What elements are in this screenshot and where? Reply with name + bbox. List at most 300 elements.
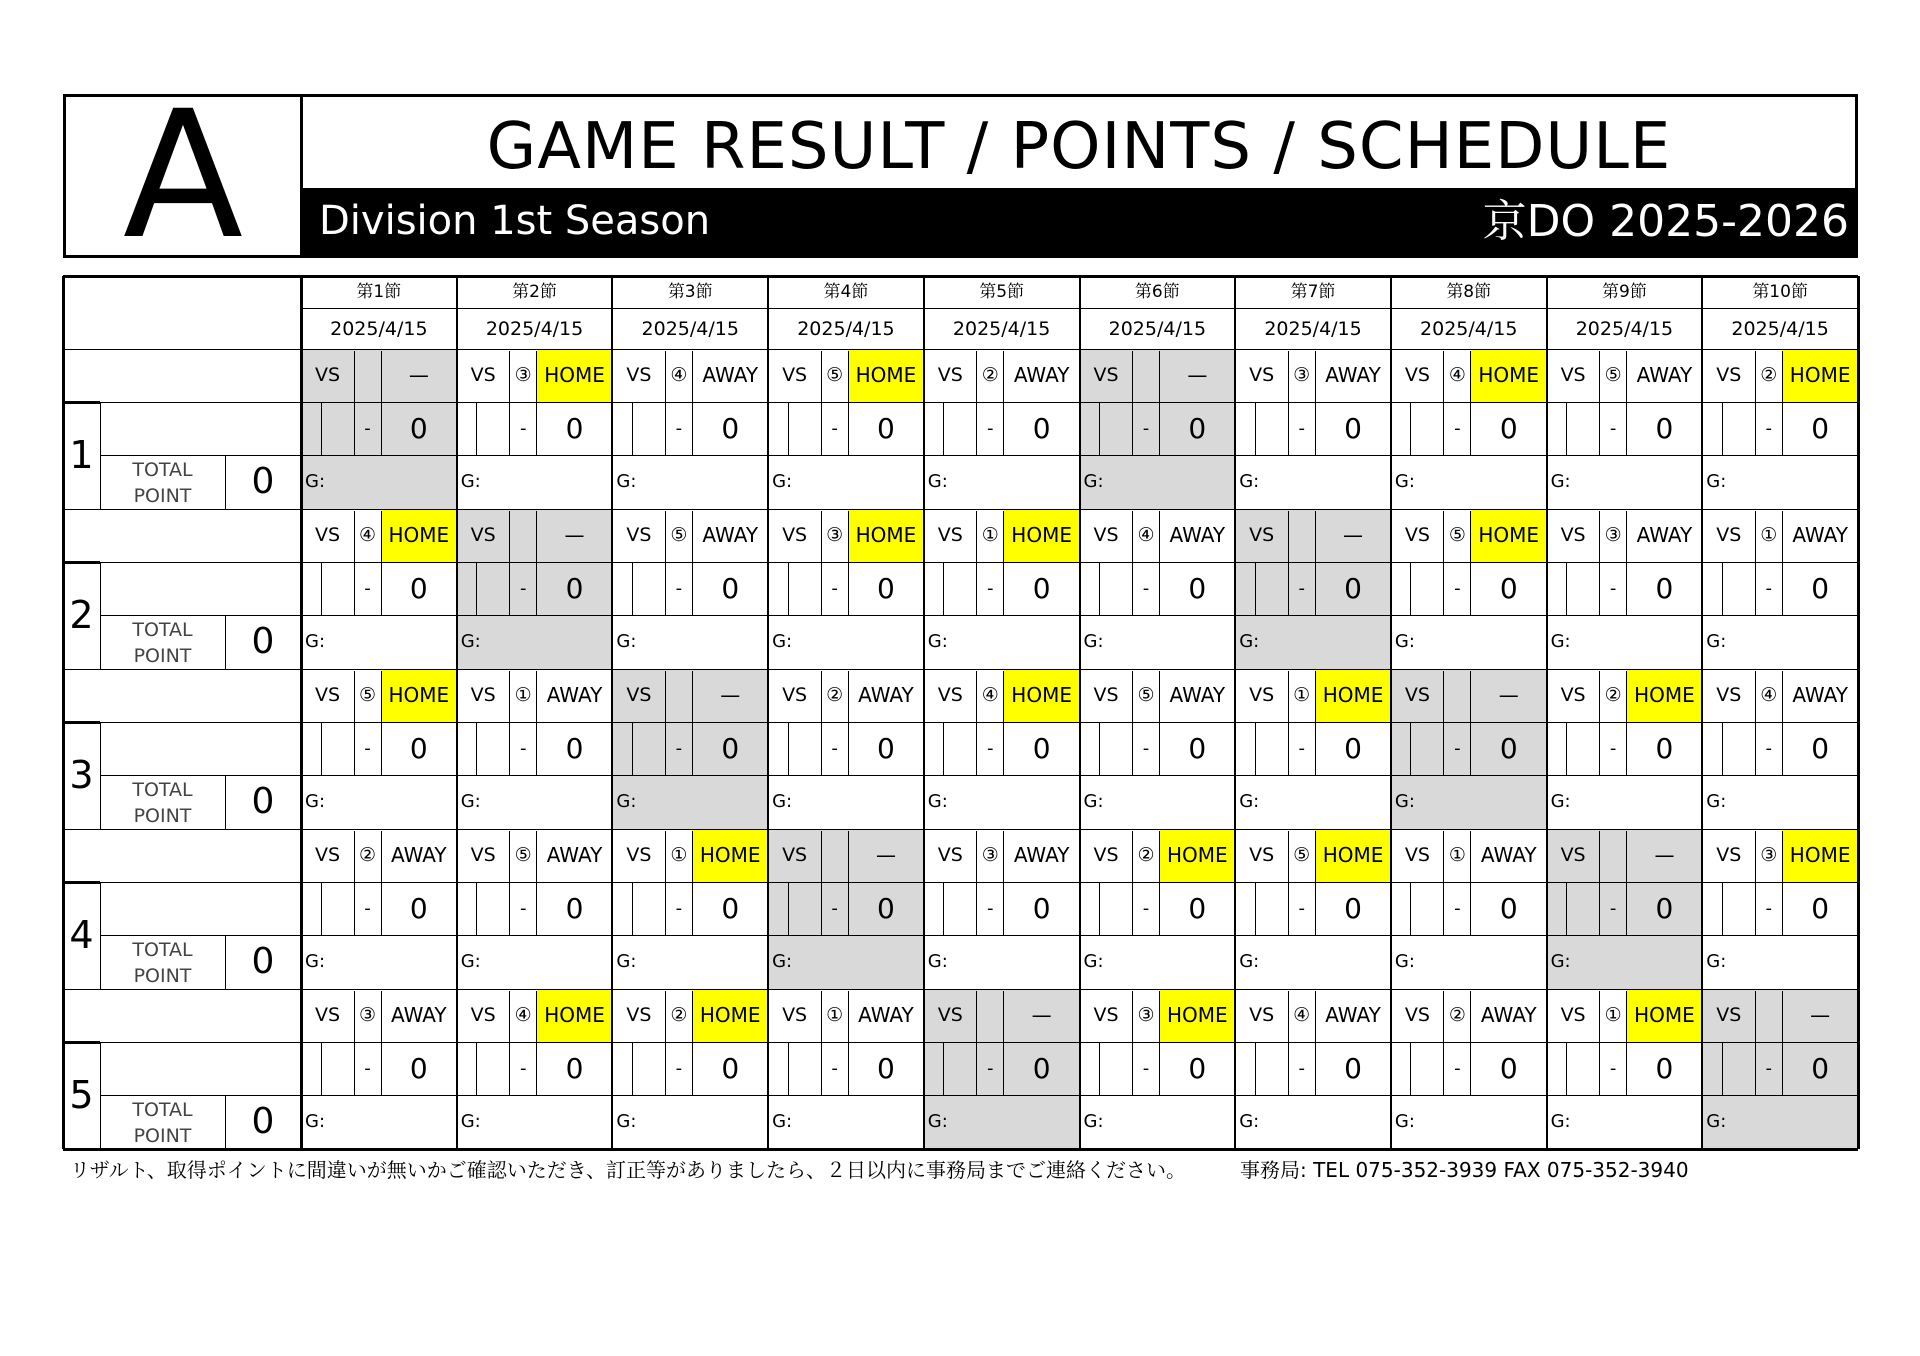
score-value: 0	[721, 412, 740, 445]
opponent-number: ③	[826, 524, 844, 546]
grid-line	[923, 276, 925, 1149]
total-label: TOTAL	[132, 1099, 193, 1121]
score-value: 0	[1655, 412, 1674, 445]
score-value: 0	[1344, 892, 1362, 925]
vs-label: VS	[1093, 1004, 1119, 1026]
grid-line	[100, 775, 301, 776]
grid-line	[100, 562, 1858, 563]
score-dash: -	[1765, 578, 1773, 599]
score-dash: -	[987, 1058, 994, 1079]
grid-line	[1288, 831, 1289, 935]
bye-dash: —	[1498, 683, 1519, 707]
bye-dash: —	[1810, 1003, 1831, 1027]
opponent-number: ④	[1293, 1004, 1311, 1026]
grid-line	[1410, 402, 1411, 455]
grid-line	[100, 402, 1858, 403]
away-label: AWAY	[391, 1003, 447, 1027]
goal-label: G:	[1550, 951, 1571, 972]
score-value: 0	[409, 892, 428, 925]
score-value: 0	[565, 892, 584, 925]
grid-line	[1599, 991, 1600, 1095]
away-label: AWAY	[702, 363, 759, 387]
grid-line	[1132, 991, 1133, 1095]
grid-line	[1470, 991, 1471, 1095]
vs-label: VS	[1404, 1004, 1430, 1026]
grid-line	[665, 991, 666, 1095]
goal-label: G:	[305, 631, 326, 652]
grid-line	[100, 562, 101, 669]
grid-line	[1566, 562, 1567, 615]
vs-label: VS	[1093, 524, 1119, 546]
grid-line	[1288, 351, 1289, 455]
grid-line	[1470, 671, 1471, 775]
grid-line	[1626, 351, 1627, 455]
round-label: 第6節	[1134, 282, 1180, 302]
score-value: 0	[1032, 412, 1051, 445]
vs-label: VS	[470, 364, 496, 386]
grid-line	[788, 1042, 789, 1095]
vs-label: VS	[470, 684, 496, 706]
grid-line	[1722, 562, 1723, 615]
score-dash: -	[1609, 418, 1617, 439]
opponent-number: ②	[1448, 1004, 1466, 1026]
round-label: 第3節	[667, 282, 713, 302]
grid-line	[1470, 351, 1471, 455]
opponent-number: ②	[670, 1004, 688, 1026]
home-badge: HOME	[537, 989, 613, 1042]
grid-line	[1255, 1042, 1256, 1095]
grid-line	[976, 351, 977, 455]
score-value: 0	[1655, 892, 1674, 925]
score-dash: -	[831, 1058, 838, 1079]
grid-line	[1782, 671, 1783, 775]
score-value: 0	[1811, 1052, 1830, 1085]
vs-label: VS	[1560, 684, 1586, 706]
grid-line	[1443, 671, 1444, 775]
goal-label: G:	[1239, 951, 1260, 972]
total-points: 0	[251, 1101, 275, 1142]
goal-label: G:	[1239, 791, 1260, 812]
score-dash: -	[987, 898, 994, 919]
away-label: AWAY	[1325, 1003, 1381, 1027]
vs-label: VS	[1404, 364, 1430, 386]
vs-label: VS	[1404, 844, 1430, 866]
opponent-number: ③	[1760, 844, 1778, 866]
goal-label: G:	[1083, 631, 1104, 652]
grid-line	[63, 275, 1858, 278]
score-value: 0	[409, 572, 428, 605]
grid-line	[692, 351, 693, 455]
score-value: 0	[1499, 1052, 1518, 1085]
opponent-number: ⑤	[1604, 364, 1622, 386]
score-value: 0	[1032, 572, 1051, 605]
grid-line	[1443, 991, 1444, 1095]
goal-label: G:	[1706, 951, 1727, 972]
grid-line	[225, 615, 226, 669]
away-label: AWAY	[1325, 363, 1381, 387]
score-value: 0	[1811, 412, 1830, 445]
grid-line	[100, 455, 301, 456]
opponent-number: ①	[981, 524, 999, 546]
away-label: AWAY	[1480, 1003, 1537, 1027]
grid-line	[63, 1041, 100, 1044]
grid-line	[536, 991, 537, 1095]
goal-label: G:	[616, 951, 637, 972]
round-date: 2025/4/15	[1264, 318, 1362, 340]
score-value: 0	[409, 412, 428, 445]
grid-line	[381, 511, 382, 615]
round-label: 第4節	[823, 282, 869, 302]
opponent-number: ③	[1137, 1004, 1155, 1026]
goal-label: G:	[616, 791, 637, 812]
opponent-number: ②	[1760, 364, 1778, 386]
grid-line	[1782, 511, 1783, 615]
score-dash: -	[1142, 1058, 1150, 1079]
score-dash: -	[831, 578, 838, 599]
goal-label: G:	[305, 471, 326, 492]
home-badge: HOME	[848, 349, 924, 402]
home-badge: HOME	[381, 509, 457, 562]
point-label: POINT	[133, 805, 192, 827]
grid-line	[381, 831, 382, 935]
grid-line	[1701, 276, 1703, 1149]
vs-label: VS	[937, 684, 963, 706]
grid-line	[1003, 991, 1004, 1095]
vs-label: VS	[782, 844, 808, 866]
total-points: 0	[251, 941, 275, 982]
score-dash: -	[1609, 738, 1617, 759]
grid-line	[1288, 671, 1289, 775]
away-label: AWAY	[702, 523, 759, 547]
goal-label: G:	[1239, 631, 1260, 652]
grid-line	[63, 721, 100, 724]
grid-line	[100, 1042, 101, 1149]
grid-line	[1599, 831, 1600, 935]
grid-line	[976, 831, 977, 935]
opponent-number: ④	[358, 524, 377, 546]
home-badge: HOME	[1627, 669, 1703, 722]
grid-line	[1255, 882, 1256, 935]
grid-line	[692, 671, 693, 775]
vs-label: VS	[1249, 524, 1275, 546]
score-value: 0	[1499, 732, 1518, 765]
grid-line	[321, 882, 322, 935]
grid-line	[788, 562, 789, 615]
grid-line	[536, 511, 537, 615]
grid-line	[1003, 831, 1004, 935]
grid-line	[1410, 882, 1411, 935]
vs-label: VS	[1560, 844, 1586, 866]
score-value: 0	[1188, 412, 1207, 445]
grid-line	[354, 991, 355, 1095]
grid-line	[1566, 722, 1567, 775]
total-label: TOTAL	[132, 459, 193, 481]
score-dash: -	[675, 738, 683, 759]
opponent-number: ④	[670, 364, 688, 386]
grid-line	[821, 991, 822, 1095]
total-label: TOTAL	[132, 939, 193, 961]
grid-line	[100, 882, 1858, 883]
grid-line	[848, 511, 849, 615]
grid-line	[692, 511, 693, 615]
grid-line	[1003, 511, 1004, 615]
score-dash: -	[1765, 898, 1773, 919]
goal-label: G:	[1083, 791, 1104, 812]
score-value: 0	[1188, 572, 1207, 605]
goal-label: G:	[460, 1111, 481, 1132]
team-number: 4	[69, 913, 94, 957]
grid-line	[665, 831, 666, 935]
away-label: AWAY	[858, 1003, 914, 1027]
grid-line	[788, 722, 789, 775]
home-badge: HOME	[1315, 829, 1391, 882]
score-dash: -	[675, 578, 683, 599]
grid-line	[611, 276, 613, 1149]
opponent-number: ⑤	[1448, 524, 1466, 546]
score-value: 0	[1811, 892, 1830, 925]
team-number: 3	[69, 753, 94, 797]
grid-line	[1626, 991, 1627, 1095]
bye-dash: —	[408, 363, 429, 387]
vs-label: VS	[782, 524, 808, 546]
grid-line	[1315, 671, 1316, 775]
score-value: 0	[1344, 412, 1362, 445]
grid-line	[1410, 562, 1411, 615]
grid-line	[536, 351, 537, 455]
grid-line	[1566, 402, 1567, 455]
grid-line	[63, 349, 1858, 350]
grid-line	[100, 615, 301, 616]
bye-dash: —	[564, 523, 585, 547]
grid-line	[1099, 882, 1100, 935]
home-badge: HOME	[1160, 989, 1236, 1042]
goal-label: G:	[1394, 951, 1415, 972]
goal-label: G:	[1083, 951, 1104, 972]
opponent-number: ④	[1760, 684, 1778, 706]
grid-line	[63, 509, 1858, 510]
opponent-number: ①	[1448, 844, 1466, 866]
team-name	[104, 722, 229, 775]
footer-contact: 事務局: TEL 075-352-3939 FAX 075-352-3940	[1240, 1158, 1689, 1182]
grid-line	[381, 351, 382, 455]
vs-label: VS	[314, 524, 341, 546]
away-label: AWAY	[546, 683, 603, 707]
grid-line	[943, 722, 944, 775]
grid-line	[1159, 351, 1160, 455]
grid-line	[476, 1042, 477, 1095]
grid-line	[976, 511, 977, 615]
home-badge: HOME	[1160, 829, 1236, 882]
grid-line	[1132, 831, 1133, 935]
grid-line	[1470, 831, 1471, 935]
grid-line	[1255, 722, 1256, 775]
goal-label: G:	[1550, 791, 1571, 812]
round-date: 2025/4/15	[641, 318, 739, 340]
grid-line	[354, 671, 355, 775]
grid-line	[1755, 511, 1756, 615]
score-value: 0	[1344, 572, 1362, 605]
grid-line	[692, 831, 693, 935]
away-label: AWAY	[1480, 843, 1537, 867]
vs-label: VS	[1249, 1004, 1275, 1026]
grid-line	[456, 276, 458, 1149]
vs-label: VS	[626, 684, 652, 706]
grid-line	[1079, 276, 1081, 1149]
grid-line	[767, 276, 769, 1149]
grid-line	[476, 722, 477, 775]
home-badge: HOME	[381, 669, 457, 722]
grid-line	[100, 1095, 301, 1096]
grid-line	[1159, 671, 1160, 775]
grid-line	[100, 722, 101, 829]
vs-label: VS	[937, 364, 963, 386]
vs-label: VS	[1249, 364, 1275, 386]
opponent-number: ③	[514, 364, 532, 386]
vs-label: VS	[1404, 524, 1430, 546]
grid-line	[1782, 991, 1783, 1095]
vs-label: VS	[1249, 844, 1275, 866]
vs-label: VS	[1249, 684, 1275, 706]
grid-line	[1755, 351, 1756, 455]
score-dash: -	[1142, 418, 1150, 439]
round-label: 第2節	[512, 282, 557, 302]
goal-label: G:	[1550, 471, 1571, 492]
grid-line	[632, 722, 633, 775]
goal-label: G:	[616, 631, 637, 652]
grid-line	[1857, 276, 1860, 1149]
grid-line	[509, 351, 510, 455]
score-value: 0	[1811, 732, 1830, 765]
score-dash: -	[675, 1058, 683, 1079]
away-label: AWAY	[391, 843, 447, 867]
grid-line	[100, 1042, 1858, 1043]
opponent-number: ④	[1448, 364, 1466, 386]
grid-line	[1443, 831, 1444, 935]
grid-line	[976, 991, 977, 1095]
goal-label: G:	[1550, 1111, 1571, 1132]
score-dash: -	[1454, 1058, 1461, 1079]
vs-label: VS	[470, 844, 496, 866]
score-dash: -	[1298, 1058, 1305, 1079]
score-value: 0	[877, 892, 895, 925]
team-name	[104, 402, 229, 455]
score-value: 0	[1499, 572, 1518, 605]
home-badge: HOME	[1782, 349, 1858, 402]
grid-line	[1626, 831, 1627, 935]
score-value: 0	[877, 732, 895, 765]
vs-label: VS	[1093, 844, 1119, 866]
bye-dash: —	[1187, 363, 1208, 387]
score-value: 0	[1188, 1052, 1207, 1085]
grid-line	[476, 882, 477, 935]
score-dash: -	[1298, 418, 1305, 439]
score-dash: -	[675, 418, 683, 439]
vs-label: VS	[314, 844, 341, 866]
grid-line	[321, 1042, 322, 1095]
goal-label: G:	[305, 951, 326, 972]
opponent-number: ⑤	[358, 684, 377, 706]
grid-line	[1159, 831, 1160, 935]
score-dash: -	[364, 578, 371, 599]
opponent-number: ②	[1604, 684, 1622, 706]
grid-line	[1755, 671, 1756, 775]
opponent-number: ④	[981, 684, 999, 706]
round-label: 第1節	[356, 282, 402, 302]
grid-line	[1722, 402, 1723, 455]
grid-line	[321, 402, 322, 455]
home-badge: HOME	[1315, 669, 1391, 722]
grid-line	[1443, 511, 1444, 615]
round-label: 第8節	[1446, 282, 1492, 302]
grid-line	[1234, 276, 1236, 1149]
grid-line	[1443, 351, 1444, 455]
opponent-number: ⑤	[1137, 684, 1155, 706]
away-label: AWAY	[1169, 523, 1226, 547]
away-label: AWAY	[1792, 683, 1848, 707]
vs-label: VS	[314, 1004, 341, 1026]
home-badge: HOME	[1627, 989, 1703, 1042]
grid-line	[632, 402, 633, 455]
grid-line	[1132, 351, 1133, 455]
goal-label: G:	[1394, 631, 1415, 652]
home-badge: HOME	[1004, 509, 1080, 562]
score-dash: -	[1142, 578, 1150, 599]
grid-line	[1410, 1042, 1411, 1095]
grid-line	[1782, 351, 1783, 455]
score-dash: -	[364, 738, 371, 759]
score-dash: -	[1298, 898, 1305, 919]
grid-line	[1722, 1042, 1723, 1095]
score-dash: -	[1609, 578, 1617, 599]
opponent-number: ②	[1137, 844, 1155, 866]
grid-line	[63, 989, 1858, 990]
vs-label: VS	[1404, 684, 1430, 706]
grid-line	[321, 562, 322, 615]
score-dash: -	[831, 738, 838, 759]
grid-line	[1566, 882, 1567, 935]
grid-line	[1132, 511, 1133, 615]
grid-line	[300, 276, 303, 1149]
grid-line	[63, 401, 100, 404]
score-dash: -	[364, 898, 371, 919]
vs-label: VS	[1716, 524, 1742, 546]
grid-line	[976, 671, 977, 775]
grid-line	[63, 881, 100, 884]
opponent-number: ④	[1137, 524, 1155, 546]
grid-line	[100, 722, 1858, 723]
opponent-number: ③	[1293, 364, 1311, 386]
home-badge: HOME	[537, 349, 613, 402]
round-label: 第10節	[1752, 282, 1808, 302]
goal-label: G:	[1394, 471, 1415, 492]
vs-label: VS	[470, 1004, 496, 1026]
grid-line	[821, 351, 822, 455]
opponent-number: ①	[1293, 684, 1311, 706]
grid-line	[63, 829, 1858, 830]
grid-line	[63, 669, 1858, 670]
bye-dash: —	[1654, 843, 1675, 867]
goal-label: G:	[927, 631, 948, 652]
opponent-number: ①	[826, 1004, 844, 1026]
vs-label: VS	[937, 524, 963, 546]
grid-line	[1599, 671, 1600, 775]
grid-line	[1159, 511, 1160, 615]
grid-line	[1390, 276, 1392, 1149]
opponent-number: ③	[358, 1004, 377, 1026]
score-value: 0	[721, 572, 740, 605]
opponent-number: ①	[1604, 1004, 1622, 1026]
grid-line	[1315, 511, 1316, 615]
